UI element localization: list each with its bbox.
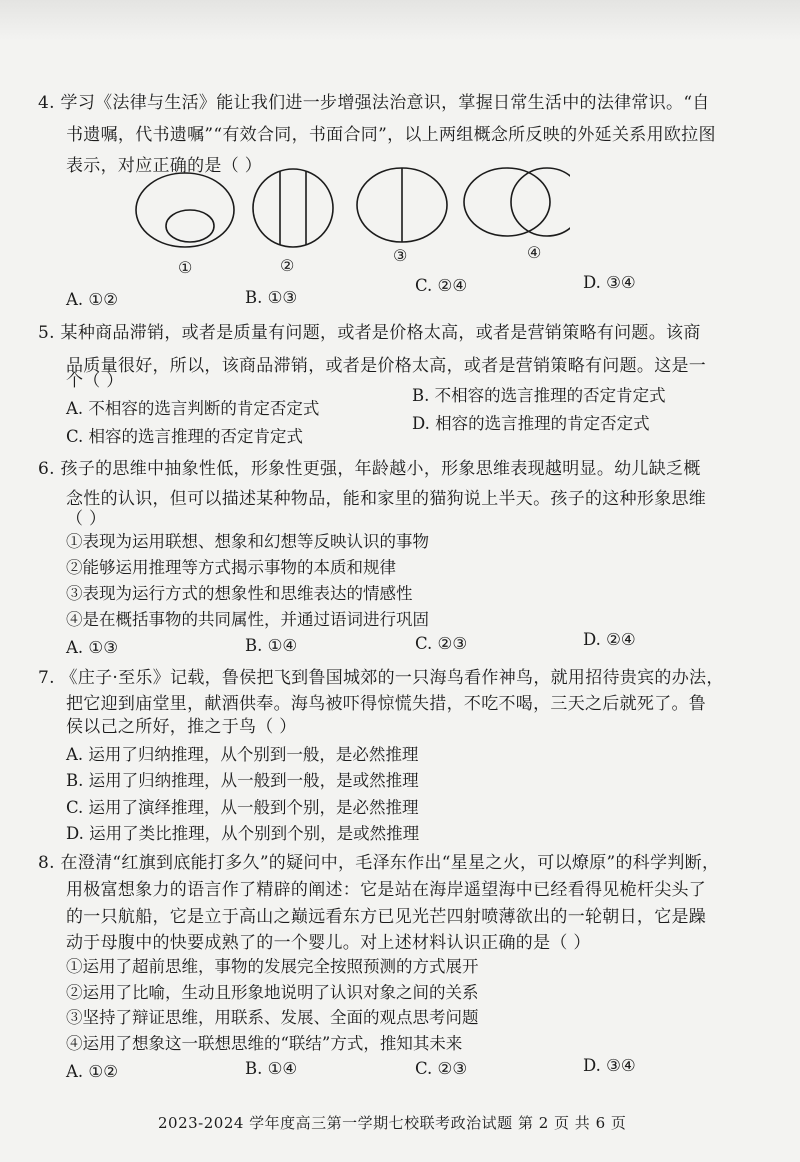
q7-option-d: D. 运用了类比推理，从个别到个别，是或然推理	[66, 824, 420, 843]
q8-option-c: C. ②③	[415, 1059, 468, 1078]
q8-option-b: B. ①④	[245, 1059, 298, 1078]
q4-line-2: 书遗嘱，代书遗嘱”“有效合同，书面合同”，以上两组概念所反映的外延关系用欧拉图	[66, 125, 716, 145]
euler-diagram-1	[136, 173, 234, 247]
q6-item-1: ①表现为运用联想、想象和幻想等反映认识的事物	[66, 532, 429, 551]
euler-diagram-4	[464, 168, 570, 236]
q8-line-3: 的一只航船，它是立于高山之巅远看东方已见光芒四射喷薄欲出的一轮朝日，它是躁	[66, 907, 707, 927]
euler-diagram-2	[253, 169, 333, 247]
q8-option-a: A. ①②	[66, 1062, 118, 1081]
q8-line-2: 用极富想象力的语言作了精辟的阐述：它是站在海岸遥望海中已经看得见桅杆尖头了	[66, 880, 707, 900]
figure-label-4: ④	[527, 243, 542, 262]
q8-line-1: 8. 在澄清“红旗到底能打多久”的疑问中，毛泽东作出“星星之火，可以燎原”的科学判断，	[38, 853, 720, 873]
q7-option-a: A. 运用了归纳推理，从个别到一般，是必然推理	[66, 745, 419, 764]
q4-line-3: 表示，对应正确的是（ ）	[66, 156, 263, 176]
q7-option-c: C. 运用了演绎推理，从一般到个别，是必然推理	[66, 798, 419, 817]
q6-line-1: 6. 孩子的思维中抽象性低，形象性更强，年龄越小，形象思维表现越明显。幼儿缺乏概	[38, 459, 701, 479]
q4-option-b: B. ①③	[245, 288, 298, 307]
q4-option-c: C. ②④	[415, 276, 468, 295]
euler-diagram-3	[357, 168, 447, 242]
q5-line-2: 品质量很好，所以，该商品滞销，或者是价格太高，或者是营销策略有问题。这是一	[66, 356, 707, 376]
q6-line-2: 念性的认识，但可以描述某种物品，能和家里的猫狗说上半天。孩子的这种形象思维	[66, 489, 707, 509]
q7-option-b: B. 运用了归纳推理，从一般到一般，是或然推理	[66, 771, 419, 790]
q8-line-4: 动于母腹中的快要成熟了的一个婴儿。对上述材料认识正确的是（ ）	[66, 933, 591, 953]
q8-item-4: ④运用了想象这一联想思维的“联结”方式，推知其未来	[66, 1034, 463, 1053]
q5-line-3: 个（ ）	[66, 371, 124, 391]
q6-line-3: （ ）	[66, 509, 107, 529]
figure-label-2: ②	[280, 256, 295, 275]
page-footer: 2023-2024 学年度高三第一学期七校联考政治试题 第 2 页 共 6 页	[158, 1114, 627, 1132]
q8-item-1: ①运用了超前思维，事物的发展完全按照预测的方式展开	[66, 957, 479, 976]
q6-item-2: ②能够运用推理等方式揭示事物的本质和规律	[66, 558, 396, 577]
euler-diagrams	[130, 158, 570, 258]
top-shadow	[0, 0, 800, 40]
q5-option-b: B. 不相容的选言推理的否定肯定式	[412, 386, 666, 405]
figure-label-3: ③	[393, 246, 408, 265]
q7-line-1: 7. 《庄子·至乐》记载，鲁侯把飞到鲁国城郊的一只海鸟看作神鸟，就用招待贵宾的办法，	[38, 668, 724, 688]
q5-line-1: 5. 某种商品滞销，或者是质量有问题，或者是价格太高，或者是营销策略有问题。该商	[38, 323, 701, 343]
q6-item-4: ④是在概括事物的共同属性，并通过语词进行巩固	[66, 610, 429, 629]
q4-option-d: D. ③④	[583, 273, 636, 292]
q6-option-c: C. ②③	[415, 634, 468, 653]
q6-option-d: D. ②④	[583, 630, 636, 649]
q4-line-1: 4. 学习《法律与生活》能让我们进一步增强法治意识，掌握日常生活中的法律常识。“自	[38, 93, 710, 113]
q5-option-c: C. 相容的选言推理的否定肯定式	[66, 427, 304, 446]
q5-option-a: A. 不相容的选言判断的肯定否定式	[66, 399, 320, 418]
q8-item-3: ③坚持了辩证思维，用联系、发展、全面的观点思考问题	[66, 1008, 479, 1027]
q7-line-3: 侯以己之所好，推之于鸟（ ）	[66, 717, 297, 737]
q6-option-a: A. ①③	[66, 638, 118, 657]
figure-label-1: ①	[178, 258, 193, 277]
q4-option-a: A. ①②	[66, 290, 118, 309]
q5-option-d: D. 相容的选言推理的肯定否定式	[412, 414, 650, 433]
q8-item-2: ②运用了比喻，生动且形象地说明了认识对象之间的关系	[66, 983, 479, 1002]
q6-option-b: B. ①④	[245, 636, 298, 655]
q7-line-2: 把它迎到庙堂里，献酒供奉。海鸟被吓得惊慌失措，不吃不喝，三天之后就死了。鲁	[66, 694, 707, 714]
q6-item-3: ③表现为运行方式的想象性和思维表达的情感性	[66, 584, 413, 603]
q8-option-d: D. ③④	[583, 1056, 636, 1075]
